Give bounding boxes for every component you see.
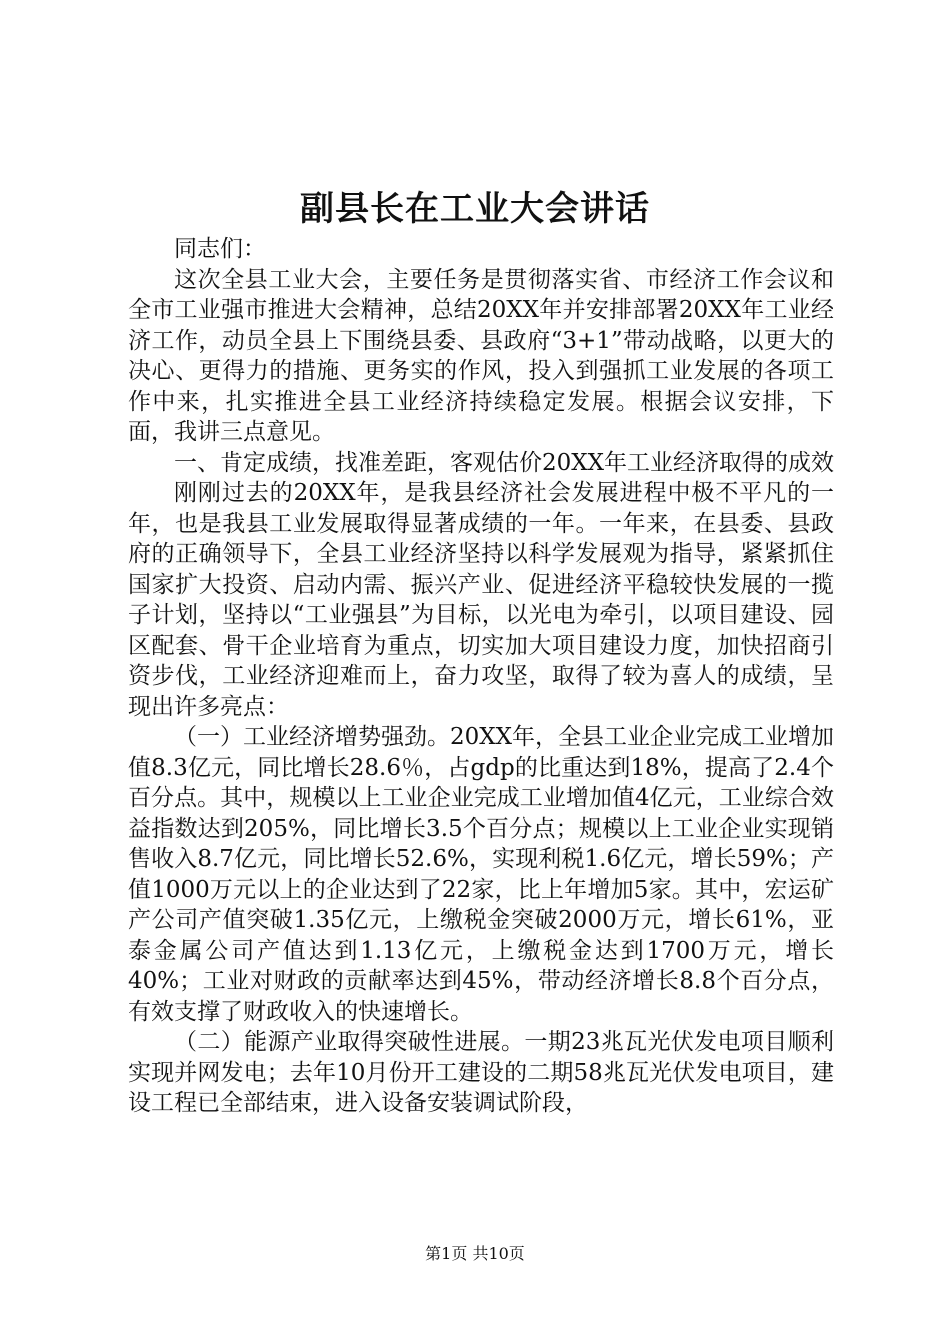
document-body <box>128 234 834 1119</box>
salutation-paragraph: 同志们： <box>174 236 266 262</box>
section-heading-1: 一、肯定成绩，找准差距，客观估价20XX年工业经济取得的成效 <box>174 449 835 476</box>
document-title: 副县长在工业大会讲话 <box>300 189 650 229</box>
body-paragraph: （一）工业经济增势强劲。20XX年，全县工业企业完成工业增加值8.3亿元，同比增长28.6％，占gdp的比重达到18%，提高了2.4个百分点。其中，规模以上工业企业完成工业增加值4亿元，工业综合效益指数达到205%，同比增长3.5个百分点；规模以上工业企业实现销售收入8.7亿元，同比增长52.6%，实现利税1.6亿元，增长59%；产值1000万元以上的企业达到了22家，比上年增加5家。其中，宏运矿产公司产值突破1.35亿元，上缴税金突破2000万元，增长61%，亚泰金属公司产值达到1.13亿元，上缴税金达到1700万元，增长40%；工业对财政的贡献率达到45%，带动经济增长8.8个百分点，有效支撑了财政收入的快速增长。 <box>128 724 835 1025</box>
body-paragraph: 刚刚过去的20XX年，是我县经济社会发展进程中极不平凡的一年，也是我县工业发展取得显著成绩的一年。一年来，在县委、县政府的正确领导下，全县工业经济坚持以科学发展观为指导，紧紧抓住国家扩大投资、启动内需、振兴产业、促进经济平稳较快发展的一揽子计划，坚持以“工业强县”为目标，以光电为牵引，以项目建设、园区配套、骨干企业培育为重点，切实加大项目建设力度，加快招商引资步伐，工业经济迎难而上，奋力攻坚，取得了较为喜人的成绩，呈现出许多亮点： <box>128 480 834 720</box>
body-paragraph: （二）能源产业取得突破性进展。一期23兆瓦光伏发电项目顺利实现并网发电；去年10月份开工建设的二期58兆瓦光伏发电项目，建设工程已全部结束，进入设备安装调试阶段， <box>128 1029 834 1116</box>
intro-paragraph: 这次全县工业大会，主要任务是贯彻落实省、市经济工作会议和全市工业强市推进大会精神，总结20XX年并安排部署20XX年工业经济工作，动员全县上下围绕县委、县政府“3+1”带动战略，以更大的决心、更得力的措施、更务实的作风，投入到强抓工业发展的各项工作中来，扎实推进全县工业经济持续稳定发展。根据会议安排，下面，我讲三点意见。 <box>128 266 834 445</box>
page-number-footer: 第1页 共10页 <box>425 1244 525 1263</box>
